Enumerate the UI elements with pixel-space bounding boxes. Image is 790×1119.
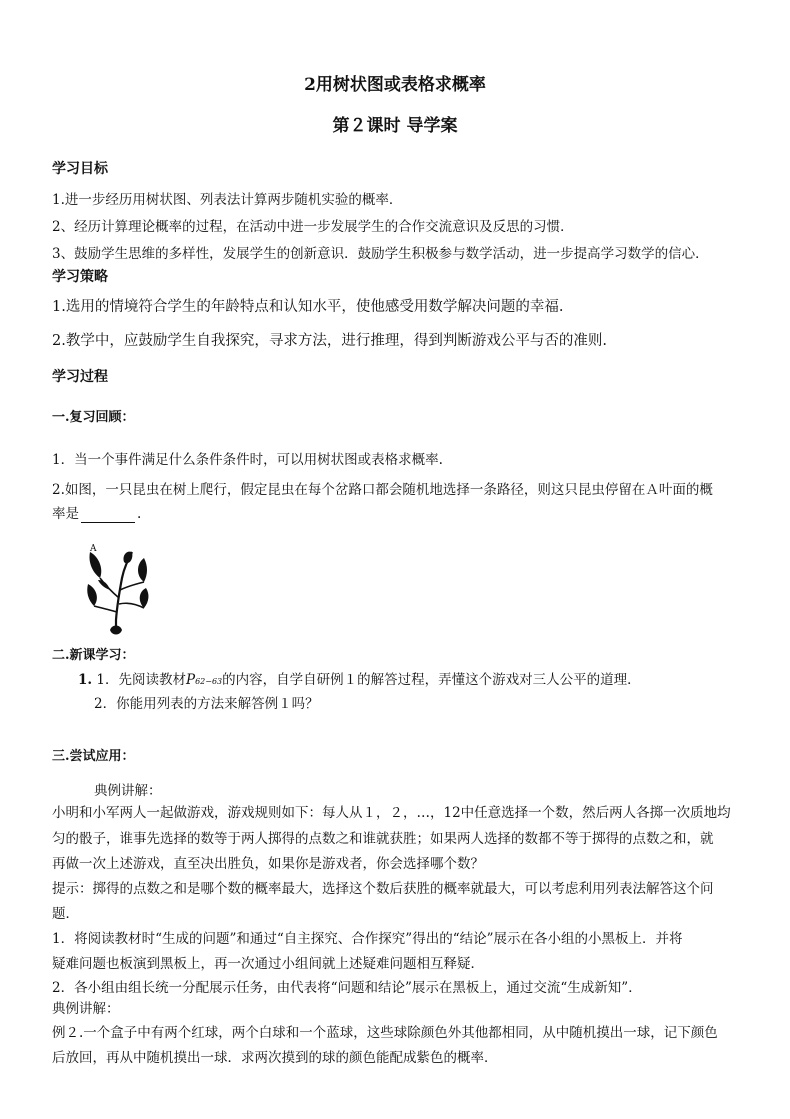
goals-heading: 学习目标 (52, 161, 108, 177)
figure-label-a: A (90, 544, 97, 554)
paragraph-line: 例２.一个盒子中有两个红球，两个白球和一个蓝球，这些球除颜色外其他都相同，从中随机摸出一球，记下颜色 (52, 1025, 718, 1041)
answer-blank[interactable] (81, 509, 135, 523)
doc-subtitle: 第２课时 导学案 (332, 116, 458, 136)
paragraph-line: 匀的骰子，谁事先选择的数等于两人掷得的点数之和谁就获胜；如果两人选择的数都不等于掷得的点数之和，就 (52, 831, 714, 847)
strategy-item: 1.选用的情境符合学生的年龄特点和认知水平，使他感受用数学解决问题的幸福. (52, 299, 564, 315)
goal-item: 2、经历计算理论概率的过程，在活动中进一步发展学生的合作交流意识及反思的习惯． (52, 219, 574, 235)
new-lesson-heading: 二.新课学习： (52, 648, 135, 663)
review-heading: 一.复习回顾： (52, 410, 135, 425)
new-lesson-item-1 (78, 671, 641, 691)
review-question-1: 1．当一个事件满足什么条件条件时，可以用树状图或表格求概率. (52, 452, 443, 468)
page-variable: P (185, 672, 196, 688)
strategy-heading: 学习策略 (52, 269, 108, 285)
leaf-branch-icon (86, 542, 150, 638)
review-question-2-answer-line (52, 505, 141, 523)
page-range: 62−63 (195, 677, 223, 686)
paragraph-line: 后放回，再从中随机摸出一球．求两次摸到的球的颜色能配成紫色的概率． (52, 1050, 498, 1066)
paragraph-line: 疑难问题也板演到黑板上，再一次通过小组间就上述疑难问题相互释疑． (52, 956, 484, 972)
apply-heading: 三.尝试应用： (52, 749, 135, 764)
answer-suffix: . (137, 506, 142, 522)
paragraph-line: 提示：掷得的点数之和是哪个数的概率最大，选择这个数后获胜的概率就最大，可以考虑利用列表法解答这个问 (52, 881, 714, 897)
doc-title: 2用树状图或表格求概率 (304, 75, 486, 95)
new-lesson-item-2: 2．你能用列表的方法来解答例１吗？ (94, 696, 319, 712)
item-text-suffix: 的内容，自学自研例１的解答过程，弄懂这个游戏对三人公平的道理． (222, 672, 641, 688)
strategy-item: 2.教学中，应鼓励学生自我探究，寻求方法，进行推理，得到判断游戏公平与否的准则. (52, 333, 607, 349)
example-heading: 典例讲解： (94, 783, 162, 799)
paragraph-line: 1．将阅读教材时“生成的问题”和通过“自主探究、合作探究”得出的“结论”展示在各小组的小黑板上．并将 (52, 931, 683, 947)
item-number: 1. (78, 672, 93, 688)
paragraph-line: 2．各小组由组长统一分配展示任务，由代表将“问题和结论”展示在黑板上，通过交流“生成新知”． (52, 980, 642, 996)
tree-branch-figure (86, 542, 150, 638)
paragraph-line: 小明和小军两人一起做游戏，游戏规则如下：每人从１，２，…，12中任意选择一个数，然后两人各掷一次质地均 (52, 805, 731, 821)
paragraph-line: 典例讲解： (52, 1001, 120, 1017)
answer-prefix: 率是 (52, 506, 79, 522)
goal-item: 1.进一步经历用树状图、列表法计算两步随机实验的概率． (52, 192, 403, 208)
goal-item: 3、鼓励学生思维的多样性，发展学生的创新意识．鼓励学生积极参与数学活动，进一步提高学习数学的信心． (52, 246, 709, 262)
item-text-prefix: 1．先阅读教材 (96, 672, 186, 688)
paragraph-line: 题． (52, 906, 79, 922)
paragraph-line: 再做一次上述游戏，直至决出胜负，如果你是游戏者，你会选择哪个数？ (52, 856, 484, 872)
review-question-2: 2.如图，一只昆虫在树上爬行，假定昆虫在每个岔路口都会随机地选择一条路径，则这只昆虫停留在Ａ叶面的概 (52, 482, 713, 498)
process-heading: 学习过程 (52, 369, 108, 385)
